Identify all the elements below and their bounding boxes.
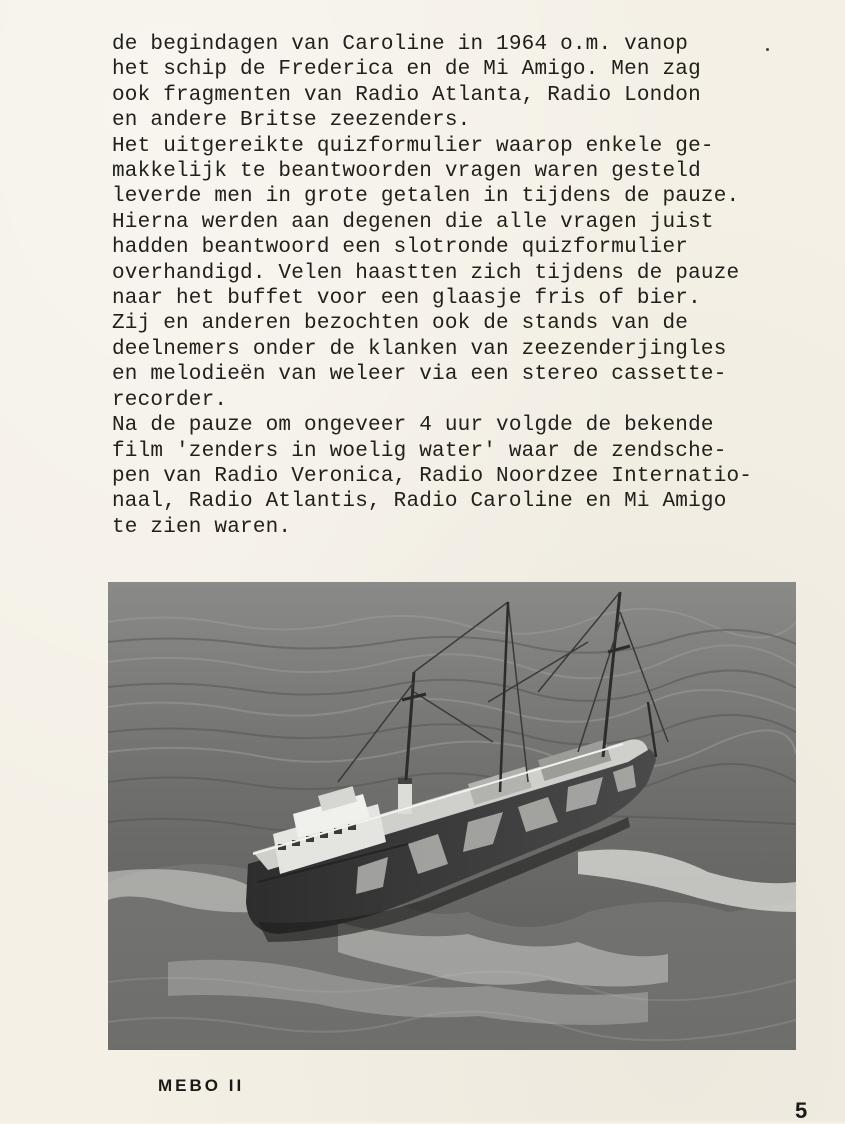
ship-photo: [108, 582, 796, 1050]
photo-caption: MEBO II: [158, 1076, 245, 1095]
text-line: te zien waren.: [112, 515, 292, 539]
page-number: 5: [795, 1098, 808, 1123]
text-line: Hierna werden aan degenen die alle vragen juist: [112, 210, 714, 234]
text-line: de begindagen van Caroline in 1964 o.m. vanop: [112, 33, 689, 56]
text-line: naal, Radio Atlantis, Radio Caroline en Mi Amigo: [112, 490, 727, 514]
text-line: naar het buffet voor een glaasje fris of bier.: [112, 287, 701, 311]
text-line: ook fragmenten van Radio Atlanta, Radio London: [112, 83, 701, 107]
text-line: het schip de Frederica en de Mi Amigo. Men zag: [112, 58, 701, 82]
ship-photo-illustration: [108, 582, 796, 1050]
text-line: film 'zenders in woelig water' waar de zendsche-: [112, 439, 727, 463]
text-line: Zij en anderen bezochten ook de stands van de: [112, 312, 689, 336]
text-line: en andere Britse zeezenders.: [112, 109, 471, 133]
text-line: leverde men in grote getalen in tijdens de pauze.: [112, 185, 740, 209]
text-line: deelnemers onder de klanken van zeezenderjingles: [112, 337, 727, 361]
text-line: recorder.: [112, 388, 228, 412]
text-line: en melodieën van weleer via een stereo cassette-: [112, 363, 727, 387]
text-line: pen van Radio Veronica, Radio Noordzee Internatio-: [112, 464, 753, 488]
text-line: makkelijk te beantwoorden vragen waren gesteld: [112, 160, 701, 184]
text-line: overhandigd. Velen haastten zich tijdens de pauze: [112, 261, 740, 285]
text-line: Na de pauze om ongeveer 4 uur volgde de bekende: [112, 414, 714, 438]
text-line: hadden beantwoord een slotronde quizformulier: [112, 236, 689, 260]
body-text: [112, 32, 792, 540]
text-line: Het uitgereikte quizformulier waarop enkele ge-: [112, 134, 714, 158]
